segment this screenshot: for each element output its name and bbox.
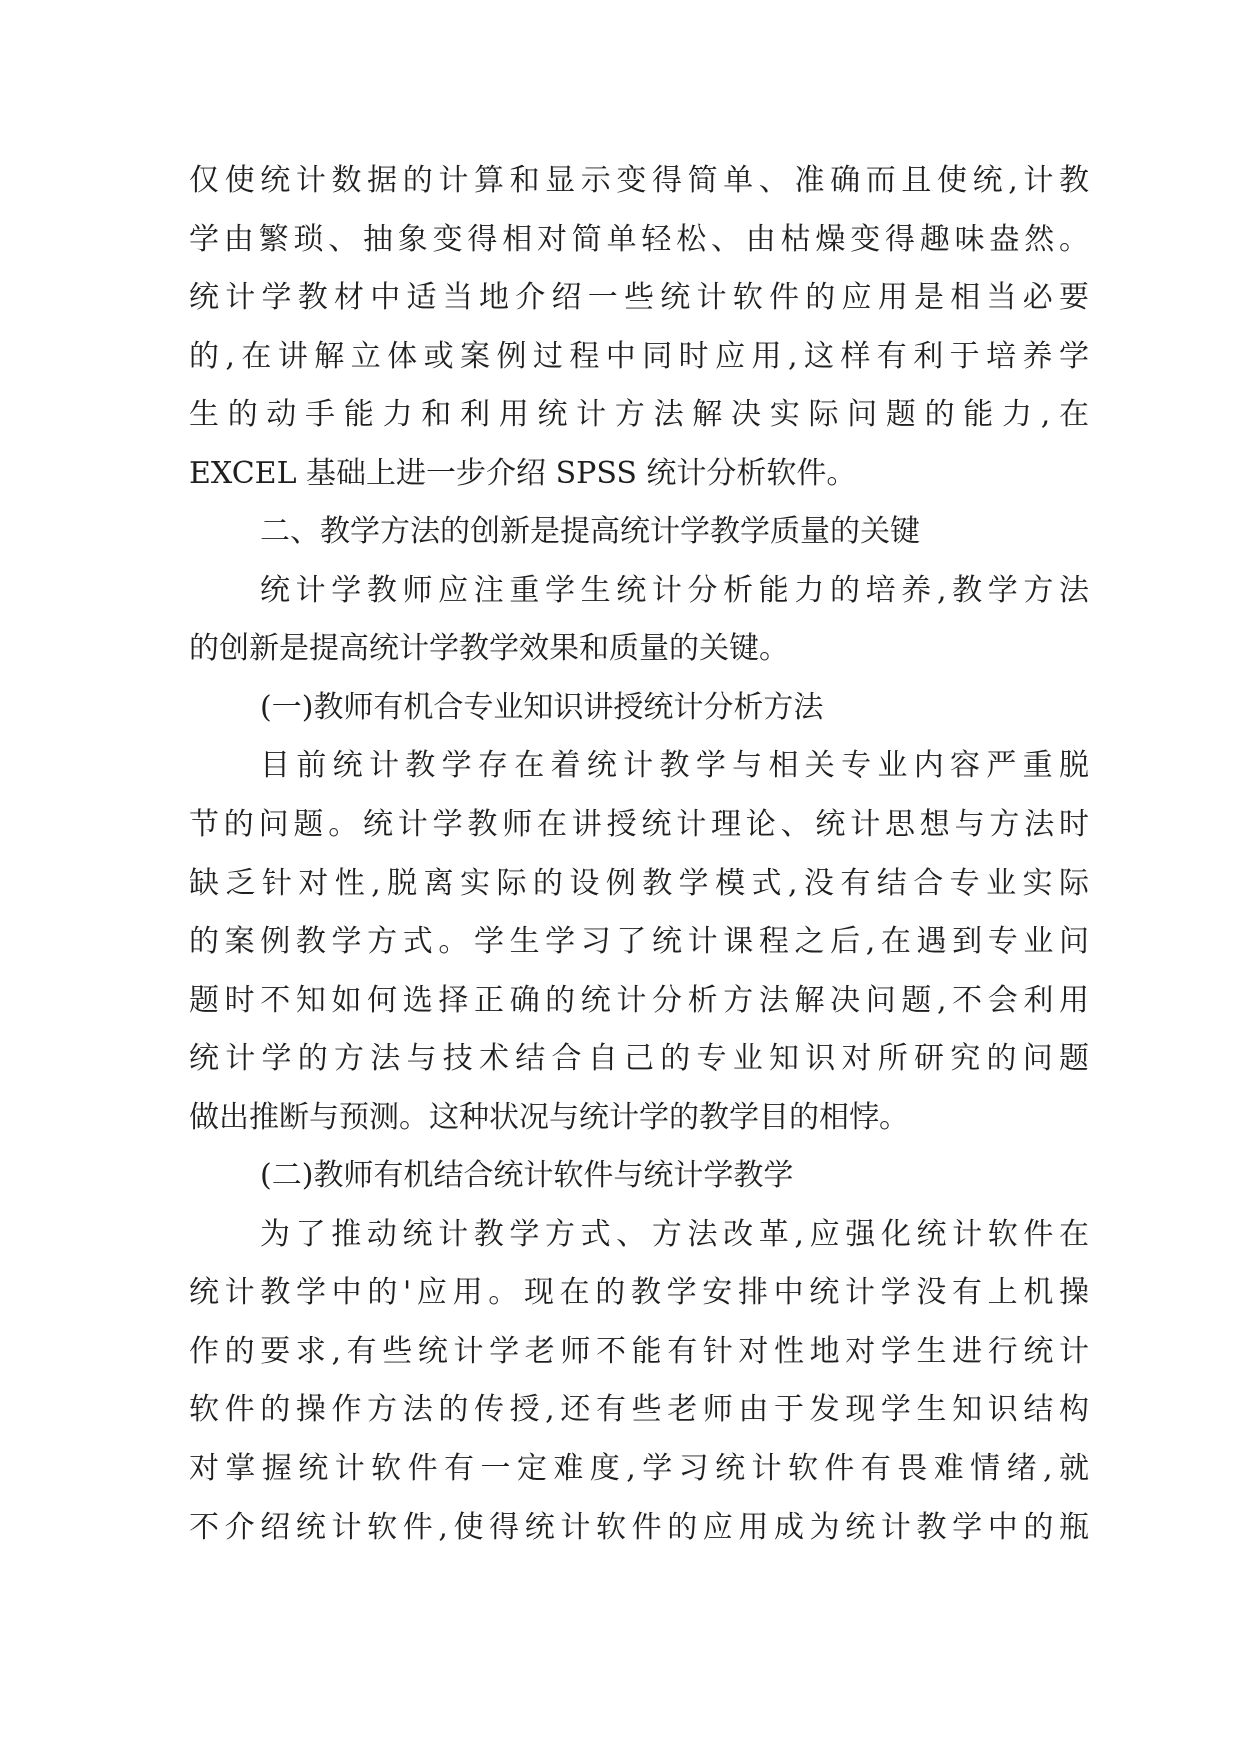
- text-line: 软件的操作方法的传授,还有些老师由于发现学生知识结构: [189, 1392, 1089, 1428]
- text-line: 统计学的方法与技术结合自己的专业知识对所研究的问题: [189, 1041, 1089, 1077]
- paragraph-first-line: 目前统计教学存在着统计教学与相关专业内容严重脱: [260, 748, 1089, 784]
- paragraph-first-line: 二、教学方法的创新是提高统计学教学质量的关键: [260, 514, 920, 550]
- paragraph-first-line: 为了推动统计教学方式、方法改革,应强化统计软件在: [260, 1216, 1089, 1252]
- body-text: [189, 152, 1089, 1557]
- text-line: 的,在讲解立体或案例过程中同时应用,这样有利于培养学: [189, 338, 1089, 374]
- paragraph-first-line: (一)教师有机合专业知识讲授统计分析方法: [260, 689, 824, 725]
- text-line: 做出推断与预测。这种状况与统计学的教学目的相悖。: [189, 1099, 909, 1135]
- text-line: 统计学教材中适当地介绍一些统计软件的应用是相当必要: [189, 280, 1089, 316]
- text-line: 不介绍统计软件,使得统计软件的应用成为统计教学中的瓶: [189, 1509, 1089, 1545]
- text-line: 对掌握统计软件有一定难度,学习统计软件有畏难情绪,就: [189, 1451, 1089, 1487]
- text-line: EXCEL 基础上进一步介绍 SPSS 统计分析软件。: [189, 455, 857, 491]
- text-line: 统计教学中的'应用。现在的教学安排中统计学没有上机操: [189, 1275, 1089, 1311]
- text-line: 的案例教学方式。学生学习了统计课程之后,在遇到专业问: [189, 924, 1089, 960]
- text-line: 作的要求,有些统计学老师不能有针对性地对学生进行统计: [189, 1333, 1089, 1369]
- text-line: 的创新是提高统计学教学效果和质量的关键。: [189, 631, 789, 667]
- text-line: 节的问题。统计学教师在讲授统计理论、统计思想与方法时: [189, 807, 1089, 843]
- text-line: 题时不知如何选择正确的统计分析方法解决问题,不会利用: [189, 982, 1089, 1018]
- text-line: 缺乏针对性,脱离实际的设例教学模式,没有结合专业实际: [189, 865, 1089, 901]
- text-line: 学由繁琐、抽象变得相对简单轻松、由枯燥变得趣味盎然。: [189, 221, 1089, 257]
- text-line: 生的动手能力和利用统计方法解决实际问题的能力,在: [189, 397, 1089, 433]
- text-line: 仅使统计数据的计算和显示变得简单、准确而且使统,计教: [189, 163, 1089, 198]
- paragraph-first-line: 统计学教师应注重学生统计分析能力的培养,教学方法: [260, 572, 1089, 608]
- paragraph-first-line: (二)教师有机结合统计软件与统计学教学: [260, 1158, 794, 1194]
